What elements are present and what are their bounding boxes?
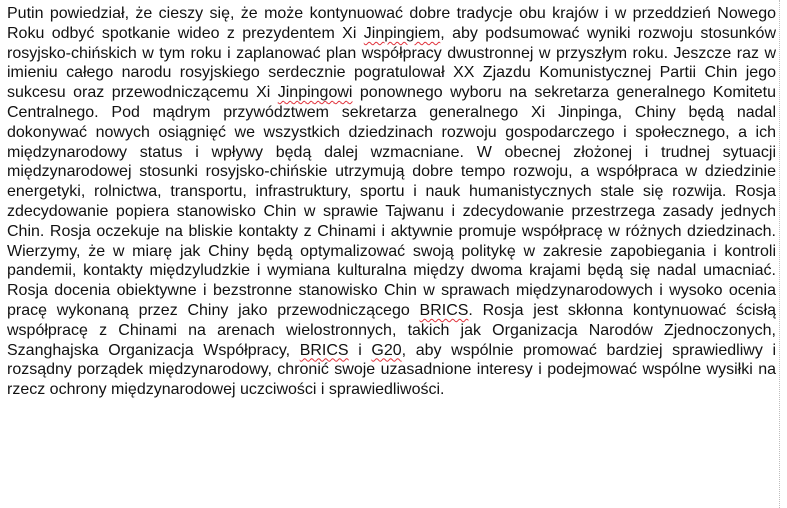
- text-run: ponownego wyboru na sekretarza generalnego Komitetu Centralnego. Pod mądrym przywództwem sekretarza generalnego Xi Jinpinga, Chiny będą nadal dokonywać nowych osiągnięć we wszystkich dziedzinach rozwoju gospodarczego i społecznego, a ich międzynarodowy status i wpływy będą dalej wzmacniane. W obecnej złożonej i trudnej sytuacji międzynarodowej stosunki rosyjsko-chińskie utrzymują dobre tempo rozwoju, a współpraca w dziedzinie energetyki, rolnictwa, transportu, infrastruktury, sportu i nauk humanistycznych stale się rozwija. Rosja zdecydowanie popiera stanowisko Chin w sprawie Tajwanu i zdecydowanie przestrzega zasady jednych Chin. Rosja oczekuje na bliskie kontakty z Chinami i aktywnie promuje współpracę w różnych dziedzinach. Wierzymy, że w miarę jak Chiny będą optymalizować swoją politykę w zakresie zapobiegania i kontroli pandemii, kontakty międzyludzkie i wymiana kulturalna między dwoma krajami będą się nadal umacniać. Rosja docenia obiektywne i bezstronne stanowisko Chin w sprawach międzynarodowych i wysoko ocenia pracę wykonaną przez Chiny jako przewodniczącego: [7, 84, 777, 319]
- text-run: , aby podsumować wyniki rozwoju stosunków rosyjsko-chińskich w tym roku i zaplanować plan współpracy dwustronnej w przyszłym roku. Jeszcze raz w imieniu całego narodu rosyjskiego serdecznie pogratulował XX Zjazdu Komunistycznej Partii Chin jego sukcesu oraz przewodniczącemu Xi: [7, 24, 777, 102]
- misspelled-word[interactable]: G20: [371, 341, 402, 359]
- misspelled-word[interactable]: BRICS: [419, 301, 469, 319]
- text-run: , aby wspólnie promować bardziej sprawiedliwy i rozsądny porządek międzynarodowy, chronić swoje uzasadnione interesy i podejmować wspólne wysiłki na rzecz ochrony międzynarodowej uczciwości i sprawiedliwości.: [7, 341, 776, 399]
- text-run: . Rosja jest skłonna kontynuować ścisłą współpracę z Chinami na arenach wielostronnych, takich jak Organizacja Narodów Zjednoczonych, Szanghajska Organizacja Współpracy,: [7, 301, 776, 359]
- misspelled-word[interactable]: BRICS: [299, 341, 349, 359]
- document-body[interactable]: [7, 4, 776, 400]
- misspelled-word[interactable]: Jinpingiem: [363, 24, 441, 42]
- text-run: i: [348, 341, 372, 359]
- misspelled-word[interactable]: Jinpingowi: [277, 84, 353, 102]
- text-run: Putin powiedział, że cieszy się, że może kontynuować dobre tradycje obu krajów i w przeddzień Nowego Roku odbyć spotkanie wideo z prezydentem Xi: [7, 5, 776, 42]
- paragraph[interactable]: [7, 4, 776, 400]
- page-margin-guide: [779, 0, 780, 508]
